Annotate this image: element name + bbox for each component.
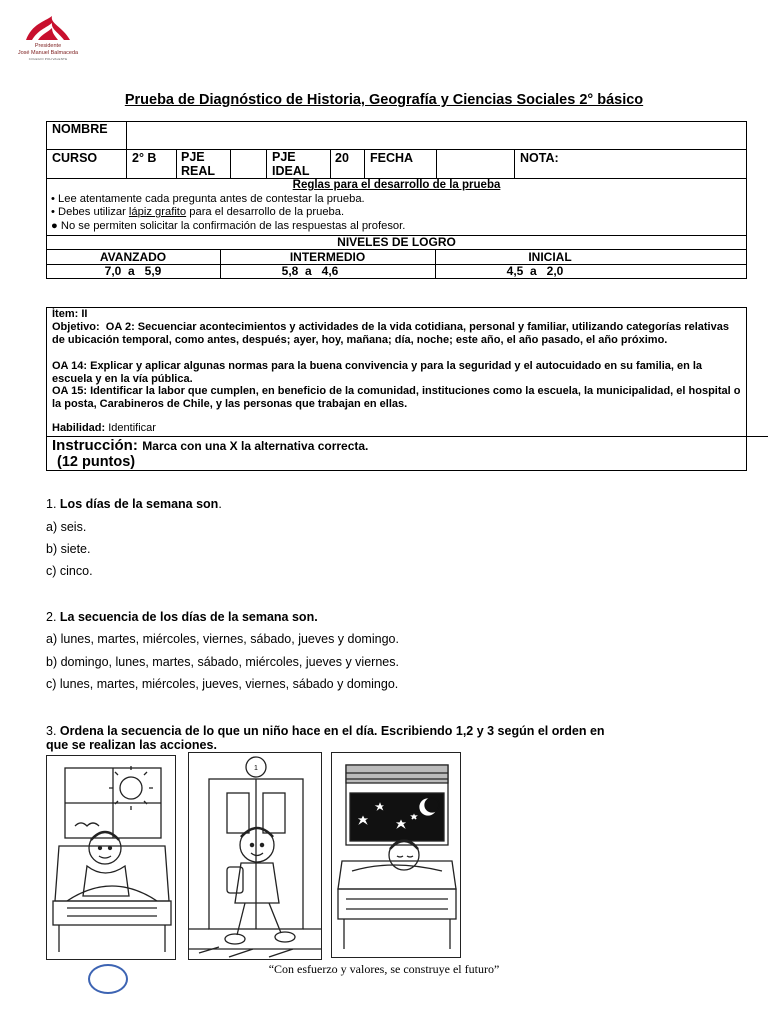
question-2 xyxy=(46,610,318,625)
oa2-text: OA 2: Secuenciar acontecimientos y actividades de la vida cotidiana, personal y familiar, utilizando categorías relativas de ubicación temporal, como antes, después; ayer, hoy, mañana; día, noche; este año, el año pasado, el año próximo. xyxy=(52,321,729,346)
oa15-text: OA 15: Identificar la labor que cumplen, en beneficio de la comunidad, instituciones como la escuela, la municipalidad, el hospital o la posta, Carabineros de Chile, y las personas que trabajan en ellas. xyxy=(52,385,741,410)
school-logo xyxy=(8,14,88,62)
child-waking-up-icon xyxy=(47,756,176,960)
habilidad-row xyxy=(52,422,156,435)
logo-text-line2: José Manuel Balmaceda xyxy=(17,50,79,56)
footer-motto: “Con esfuerzo y valores, se construye el futuro” xyxy=(268,962,500,976)
col-divider xyxy=(436,149,437,178)
instruction-label: Instrucción: xyxy=(52,437,138,454)
panel-waking-up xyxy=(46,755,176,960)
item-label: Ítem: II xyxy=(52,308,88,320)
habilidad-label: Habilidad: xyxy=(52,422,106,434)
rule-underlined-text: lápiz grafito xyxy=(128,206,187,218)
rule-text: Debes utilizar xyxy=(58,206,129,218)
question-text: Ordena la secuencia de lo que un niño hace en el día. Escribiendo 1,2 y 3 según el orden en xyxy=(59,724,605,738)
rules-title: Reglas para el desarrollo de la prueba xyxy=(292,179,501,191)
question-3-line2: que se realizan las acciones. xyxy=(46,738,217,752)
row-divider xyxy=(46,149,747,150)
question-number: 3. xyxy=(46,724,57,738)
logo-text-line1: Presidente xyxy=(34,43,62,49)
clock-text: 1 xyxy=(254,765,258,772)
fecha-field[interactable] xyxy=(438,151,512,176)
blue-oval-mark xyxy=(88,964,128,994)
col-divider xyxy=(266,149,267,178)
levels-title: NIVELES DE LOGRO xyxy=(337,235,456,249)
child-sleeping-icon xyxy=(332,753,461,958)
bullet: • xyxy=(51,193,55,205)
pje-ideal-value: 20 xyxy=(335,151,349,165)
rule-text: para el desarrollo de la prueba. xyxy=(186,206,345,218)
pje-real-label: PJE REAL xyxy=(181,150,216,178)
col-divider xyxy=(514,149,515,178)
curso-value: 2° B xyxy=(132,151,157,165)
question-text: La secuencia de los días de la semana son. xyxy=(59,610,318,624)
pje-ideal-label: PJE IDEAL xyxy=(272,150,310,178)
child-walking-to-school-icon xyxy=(189,753,322,960)
question-number: 1. xyxy=(46,497,57,511)
level-name: INICIAL xyxy=(528,250,572,264)
nombre-label: NOMBRE xyxy=(52,122,108,136)
question-number: 2. xyxy=(46,610,57,624)
panel-walking-to-school xyxy=(188,752,322,960)
oa14-text: OA 14: Explicar y aplicar algunas normas para la buena convivencia y para la seguridad y el autocuidado en su familia, en la escuela y en la vía pública. xyxy=(52,360,703,385)
rule-item xyxy=(51,220,405,233)
logo-text-line3: COLEGIO POLIVALENTE xyxy=(28,57,68,61)
objetivo-label: Objetivo: xyxy=(52,321,100,333)
level-name: AVANZADO xyxy=(99,250,167,264)
level-range: 5,8 a 4,6 xyxy=(281,264,339,278)
flame-logo-icon xyxy=(22,14,74,44)
nota-field[interactable] xyxy=(576,151,744,176)
rule-item xyxy=(51,193,365,206)
option-1c[interactable]: c) cinco. xyxy=(46,564,93,578)
instruction-points: (12 puntos) xyxy=(57,454,136,470)
pje-real-field[interactable] xyxy=(232,151,264,176)
col-divider xyxy=(176,149,177,178)
instruction xyxy=(52,437,368,455)
option-2b[interactable]: b) domingo, lunes, martes, sábado, miércoles, jueves y viernes. xyxy=(46,655,399,669)
col-divider xyxy=(230,149,231,178)
col-divider xyxy=(126,121,127,178)
question-3 xyxy=(46,724,605,739)
col-divider xyxy=(330,149,331,178)
rule-text: Lee atentamente cada pregunta antes de contestar la prueba. xyxy=(58,193,365,205)
option-2a[interactable]: a) lunes, martes, miércoles, viernes, sábado, jueves y domingo. xyxy=(46,632,399,646)
question-1 xyxy=(46,497,222,512)
level-range: 7,0 a 5,9 xyxy=(104,264,162,278)
fecha-label: FECHA xyxy=(370,151,414,165)
objetivo-text xyxy=(52,321,742,347)
level-name: INTERMEDIO xyxy=(289,250,366,264)
rule-item xyxy=(51,206,344,219)
option-2c[interactable]: c) lunes, martes, miércoles, jueves, viernes, sábado y domingo. xyxy=(46,677,399,691)
rule-text: No se permiten solicitar la confirmación de las respuestas al profesor. xyxy=(60,220,406,232)
option-1b[interactable]: b) siete. xyxy=(46,542,91,556)
option-1a[interactable]: a) seis. xyxy=(46,520,87,534)
question-text: Los días de la semana son xyxy=(59,497,219,511)
instruction-text: Marca con una X la alternativa correcta. xyxy=(142,439,369,453)
habilidad-value: Identificar xyxy=(108,422,156,434)
page-title: Prueba de Diagnóstico de Historia, Geografía y Ciencias Sociales 2° básico xyxy=(124,92,644,108)
question-suffix: . xyxy=(218,497,222,511)
bullet: ● xyxy=(51,220,58,232)
level-range: 4,5 a 2,0 xyxy=(506,264,564,278)
bullet: • xyxy=(51,206,55,218)
col-divider xyxy=(364,149,365,178)
curso-label: CURSO xyxy=(52,151,98,165)
nota-label: NOTA: xyxy=(520,151,559,165)
nombre-field[interactable] xyxy=(128,123,745,147)
panel-sleeping-at-night xyxy=(331,752,461,958)
